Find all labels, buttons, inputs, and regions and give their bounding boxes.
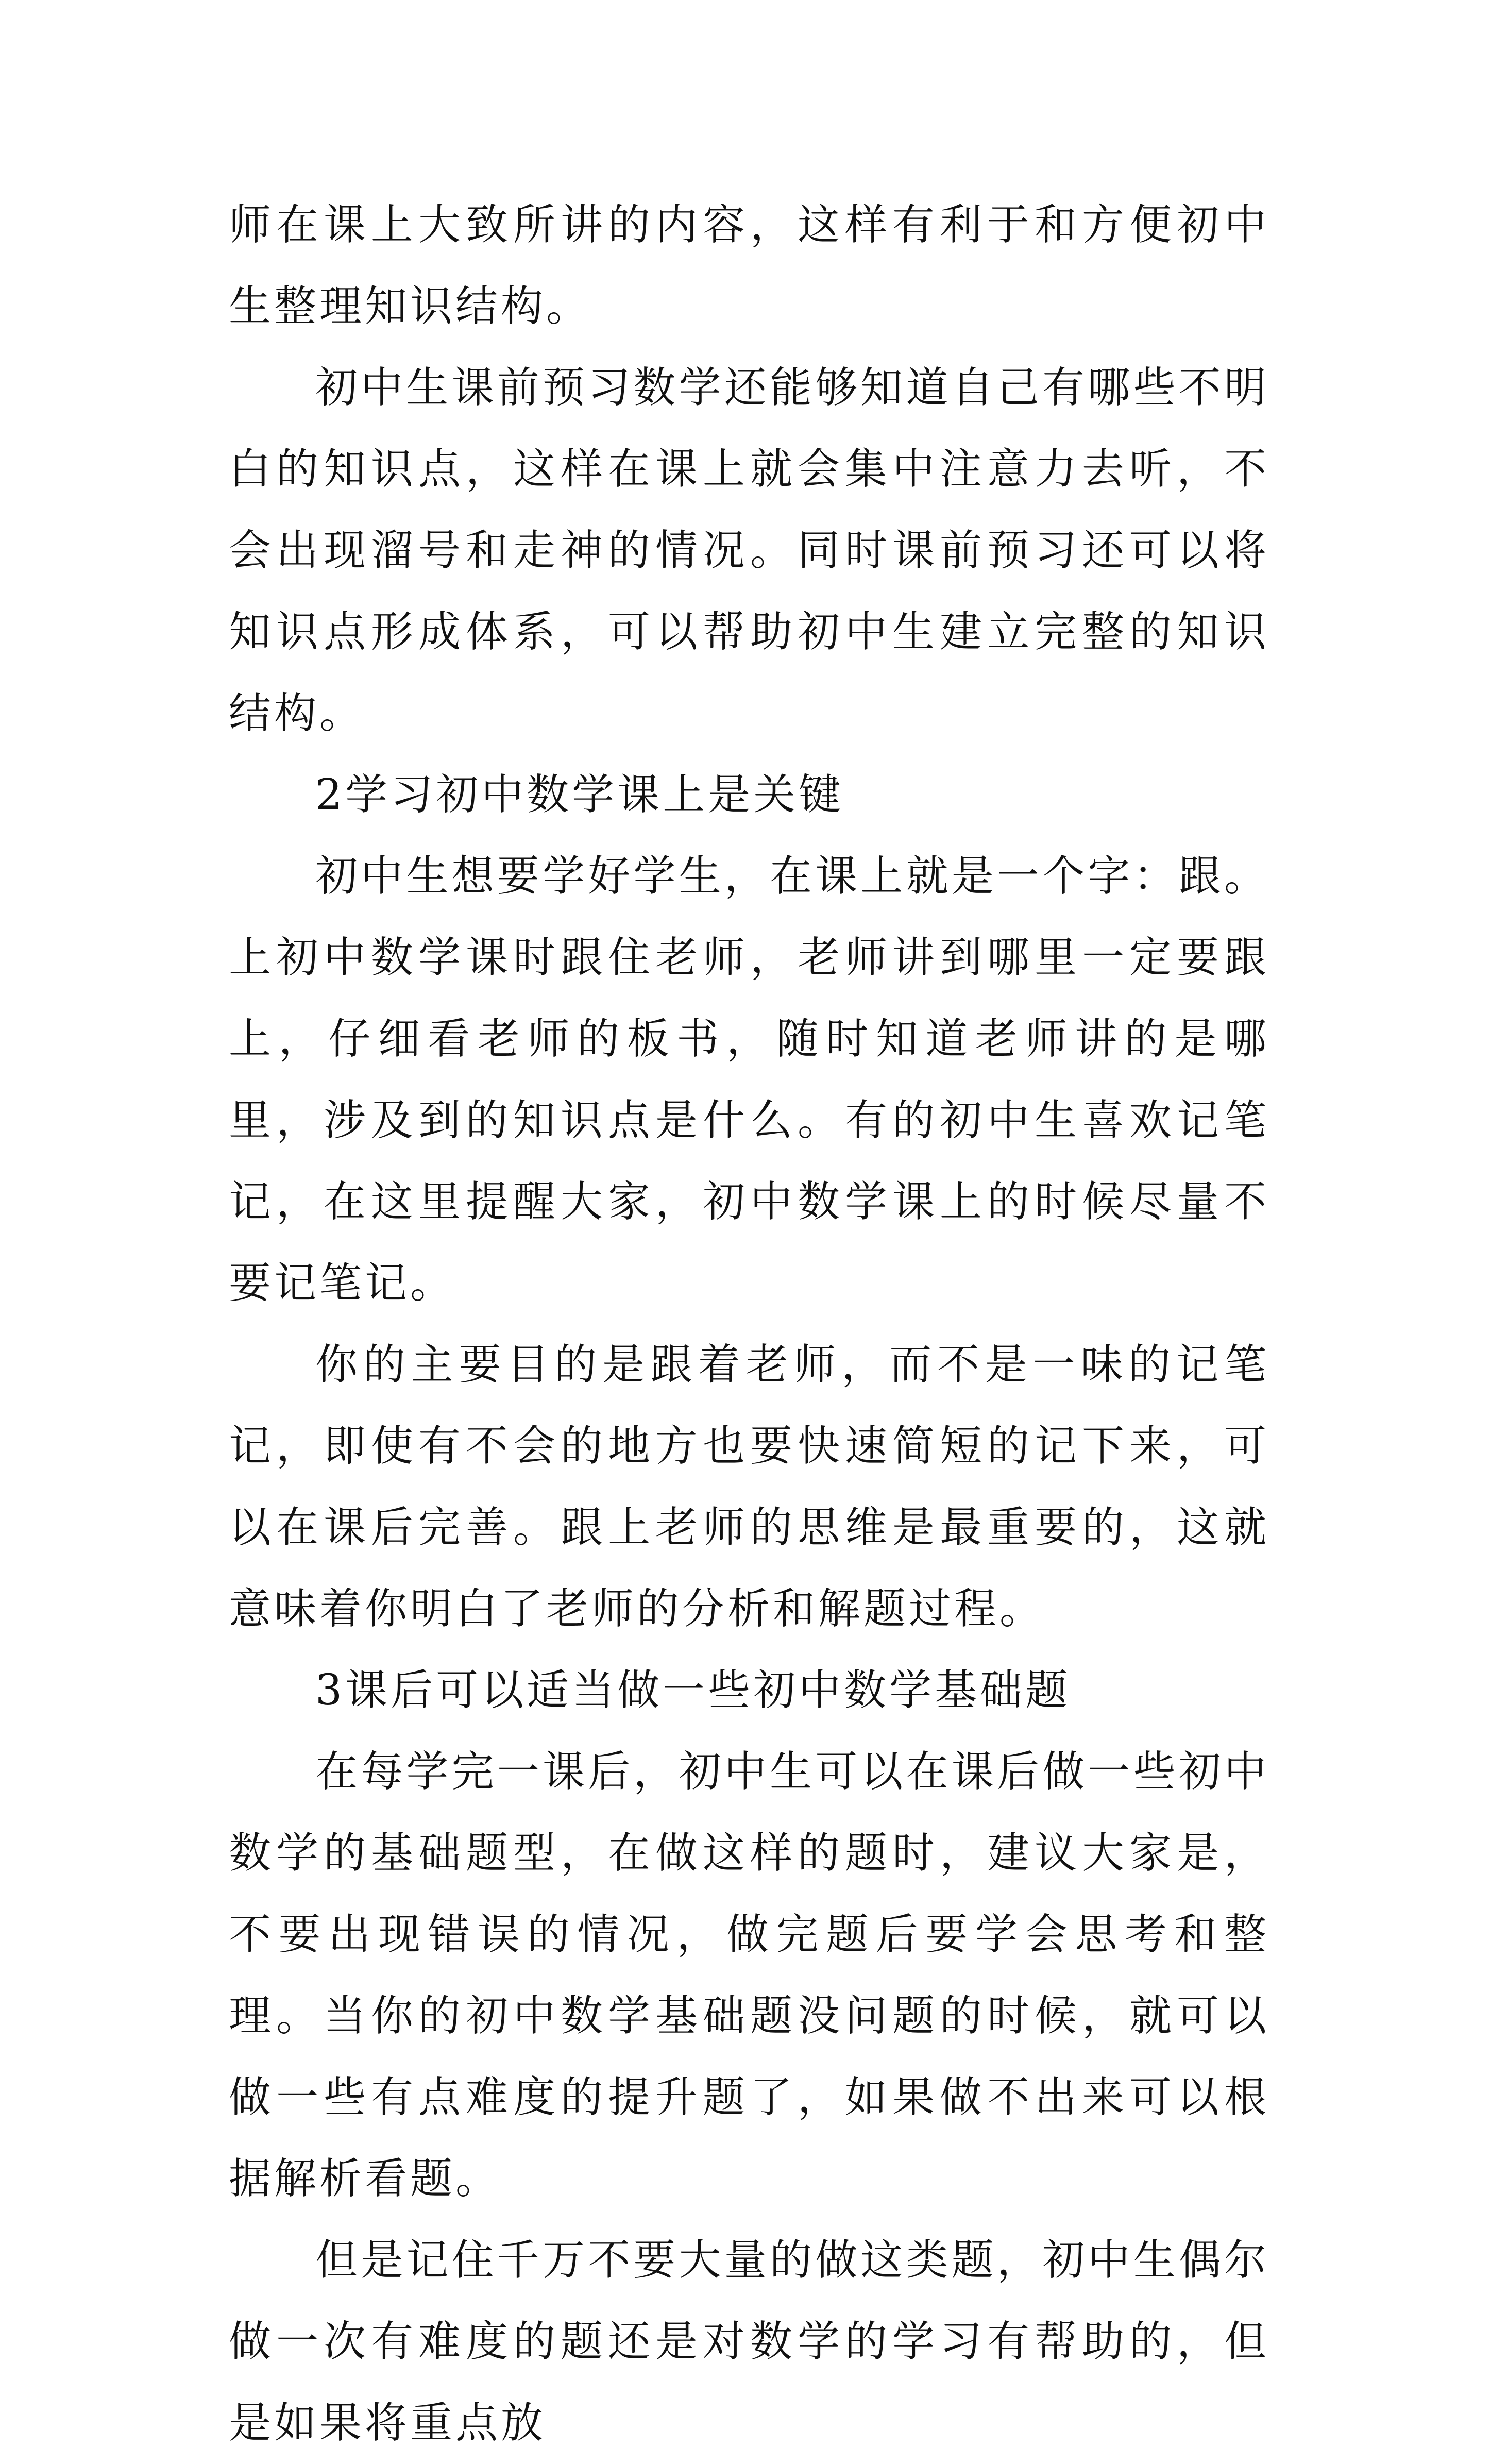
document-body: [229, 184, 1269, 2464]
paragraph-5: 在每学完一课后，初中生可以在课后做一些初中数学的基础题型，在做这样的题时，建议大家是，不要出现错误的情况，做完题后要学会思考和整理。当你的初中数学基础题没问题的时候，就可以做一些有点难度的提升题了，如果做不出来可以根据解析看题。: [229, 1747, 1269, 2203]
paragraph-6: 但是记住千万不要大量的做这类题，初中生偶尔做一次有难度的题还是对数学的学习有帮助的，但是如果将重点放: [229, 2236, 1269, 2448]
paragraph-1: 师在课上大致所讲的内容，这样有利于和方便初中生整理知识结构。: [229, 200, 1269, 331]
paragraph-4: 你的主要目的是跟着老师，而不是一味的记笔记，即使有不会的地方也要快速简短的记下来，可以在课后完善。跟上老师的思维是最重要的，这就意味着你明白了老师的分析和解题过程。: [229, 1340, 1269, 1633]
paragraph-3: 初中生想要学好学生，在课上就是一个字：跟。上初中数学课时跟住老师，老师讲到哪里一定要跟上，仔细看老师的板书，随时知道老师讲的是哪里，涉及到的知识点是什么。有的初中生喜欢记笔记，在这里提醒大家，初中数学课上的时候尽量不要记笔记。: [229, 852, 1269, 1308]
section-heading-2: 2学习初中数学课上是关键: [315, 770, 844, 819]
section-heading-3: 3课后可以适当做一些初中数学基础题: [315, 1666, 1071, 1715]
paragraph-2: 初中生课前预习数学还能够知道自己有哪些不明白的知识点，这样在课上就会集中注意力去听，不会出现溜号和走神的情况。同时课前预习还可以将知识点形成体系，可以帮助初中生建立完整的知识结构。: [229, 363, 1269, 738]
